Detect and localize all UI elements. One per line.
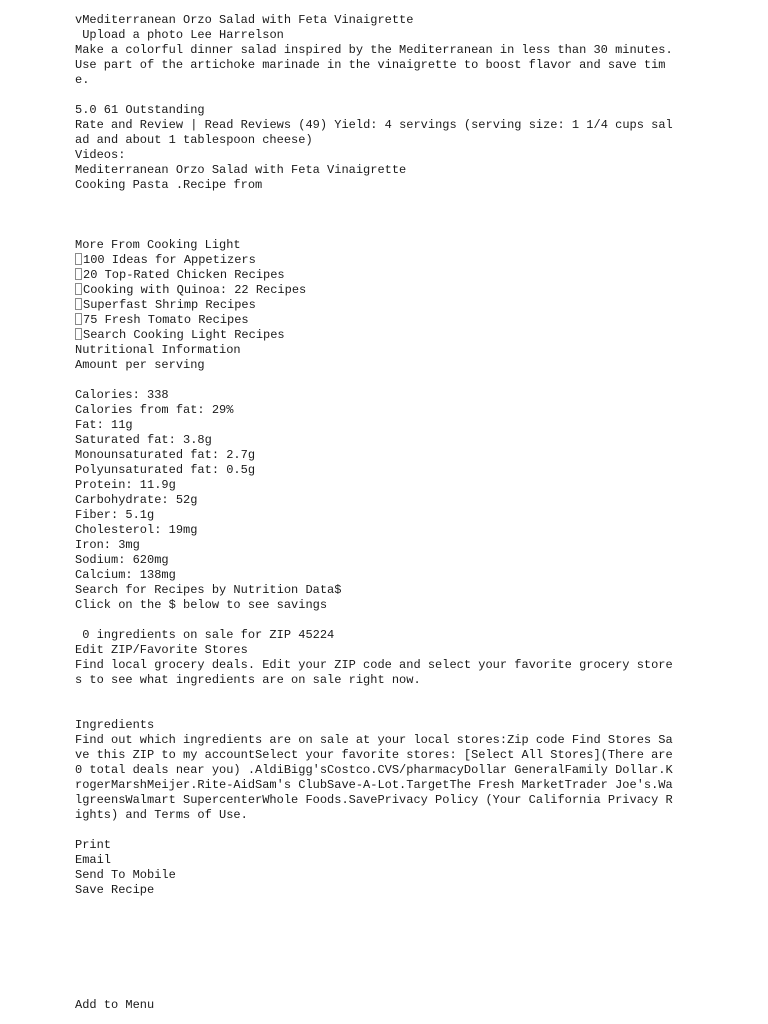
nutrition-row: Calories: 338 bbox=[75, 388, 169, 402]
yield-text: Yield: 4 servings (serving size: 1 1/4 cups salad and about 1 tablespoon cheese) bbox=[75, 118, 673, 147]
save-recipe-link[interactable]: Save Recipe bbox=[75, 883, 155, 897]
nutrition-row: Fat: 11g bbox=[75, 418, 133, 432]
ingredients-heading: Ingredients bbox=[75, 718, 155, 732]
send-to-mobile-link[interactable]: Send To Mobile bbox=[75, 868, 176, 882]
more-from-item[interactable]: Search Cooking Light Recipes bbox=[75, 328, 675, 343]
videos-label: Videos: bbox=[75, 148, 126, 162]
nutrition-row: Calories from fat: 29% bbox=[75, 403, 234, 417]
video-link[interactable]: Mediterranean Orzo Salad with Feta Vinaigrette bbox=[75, 163, 407, 177]
nutrition-row: Iron: 3mg bbox=[75, 538, 140, 552]
nutrition-row: Protein: 11.9g bbox=[75, 478, 176, 492]
savings-hint: Click on the $ below to see savings bbox=[75, 598, 328, 612]
print-link[interactable]: Print bbox=[75, 838, 112, 852]
nutrition-row: Monounsaturated fat: 2.7g bbox=[75, 448, 256, 462]
missing-glyph-icon bbox=[75, 328, 82, 340]
missing-glyph-icon bbox=[75, 253, 82, 265]
email-link[interactable]: Email bbox=[75, 853, 112, 867]
nutrition-row: Cholesterol: 19mg bbox=[75, 523, 198, 537]
missing-glyph-icon bbox=[75, 298, 82, 310]
recipe-page bbox=[75, 13, 680, 1013]
add-to-menu-link[interactable]: Add to Menu bbox=[75, 998, 155, 1012]
read-reviews-link[interactable]: Read Reviews (49) bbox=[204, 118, 328, 132]
more-from-item[interactable]: Superfast Shrimp Recipes bbox=[75, 298, 675, 313]
author-link[interactable]: Lee Harrelson bbox=[190, 28, 284, 42]
upload-photo-line bbox=[75, 28, 675, 43]
nutrition-row: Carbohydrate: 52g bbox=[75, 493, 198, 507]
nutrition-heading: Nutritional Information bbox=[75, 343, 241, 357]
nutrition-row: Calcium: 138mg bbox=[75, 568, 176, 582]
missing-glyph-icon bbox=[75, 283, 82, 295]
more-from-item[interactable]: 100 Ideas for Appetizers bbox=[75, 253, 675, 268]
recipe-description: Make a colorful dinner salad inspired by the Mediterranean in less than 30 minutes. Use part of the artichoke marinade in the vinaigrette to boost flavor and save time. bbox=[75, 43, 680, 87]
review-yield-line: Rate and Review | Read Reviews (49) Yield: 4 servings (serving size: 1 1/4 cups salad and about 1 tablespoon cheese) bbox=[75, 118, 673, 147]
missing-glyph-icon bbox=[75, 313, 82, 325]
recipe-title: vMediterranean Orzo Salad with Feta Vinaigrette bbox=[75, 13, 414, 27]
nutrition-row: Saturated fat: 3.8g bbox=[75, 433, 212, 447]
more-from-heading: More From Cooking Light bbox=[75, 238, 241, 252]
nutrition-row: Sodium: 620mg bbox=[75, 553, 169, 567]
upload-photo-link[interactable]: Upload a photo bbox=[75, 28, 184, 42]
sale-count: 0 ingredients on sale for ZIP 45224 bbox=[75, 628, 335, 642]
ingredients-store-text: Find out which ingredients are on sale at your local stores:Zip code Find Stores Save this ZIP to my accountSelect your favorite stores: [Select All Stores](There are 0 total deals near you) .AldiBigg'sCostco.CVS/pharmacyDollar GeneralFamily Dollar.KrogerMarshMeijer.Rite-AidSam's ClubSave-A-Lot.TargetThe Fresh MarketTrader Joe's.WalgreensWalmart SupercenterWhole Foods.SavePrivacy Policy (Your California Privacy Rights) and Terms of Use. bbox=[75, 733, 680, 822]
rate-review-link[interactable]: Rate and Review bbox=[75, 118, 184, 132]
search-nutrition-link[interactable]: Search for Recipes by Nutrition Data$ bbox=[75, 583, 342, 597]
missing-glyph-icon bbox=[75, 268, 82, 280]
rating-line: 5.0 61 Outstanding bbox=[75, 103, 205, 117]
cooking-pasta-line: Cooking Pasta .Recipe from bbox=[75, 178, 263, 192]
edit-zip-link[interactable]: Edit ZIP/Favorite Stores bbox=[75, 643, 248, 657]
more-from-item[interactable]: 20 Top-Rated Chicken Recipes bbox=[75, 268, 675, 283]
find-local-deals: Find local grocery deals. Edit your ZIP code and select your favorite grocery stores to see what ingredients are on sale right now. bbox=[75, 658, 673, 687]
amount-per-serving: Amount per serving bbox=[75, 358, 205, 372]
more-from-item[interactable]: Cooking with Quinoa: 22 Recipes bbox=[75, 283, 675, 298]
nutrition-row: Polyunsaturated fat: 0.5g bbox=[75, 463, 256, 477]
nutrition-row: Fiber: 5.1g bbox=[75, 508, 155, 522]
more-from-item[interactable]: 75 Fresh Tomato Recipes bbox=[75, 313, 675, 328]
